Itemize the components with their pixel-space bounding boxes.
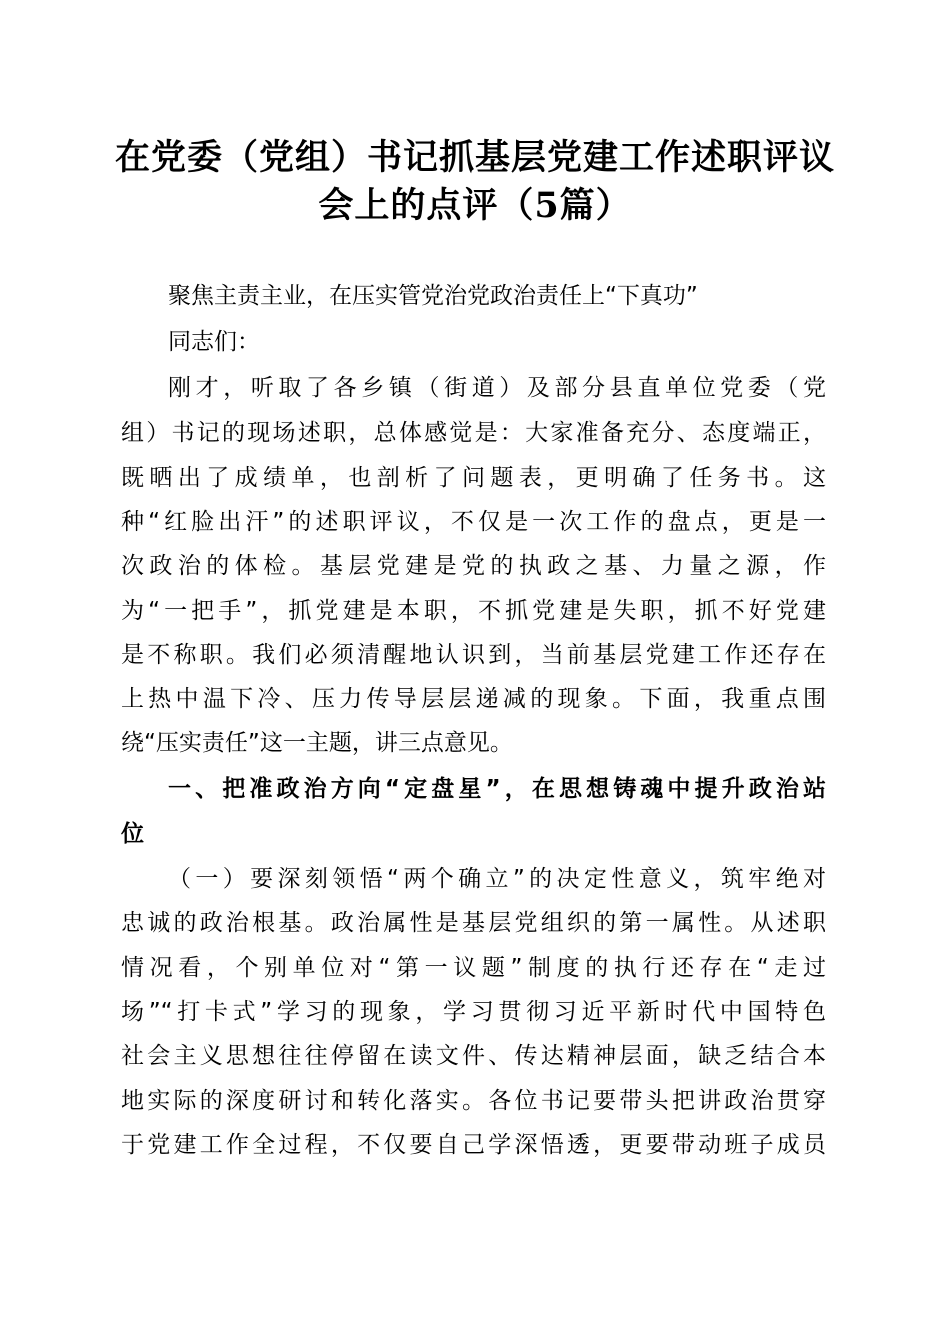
document-title-line-1: 在党委（党组）书记抓基层党建工作述职评议: [114, 137, 835, 178]
paragraph-1-line: 既晒出了成绩单，也剖析了问题表，更明确了任务书。这: [121, 465, 826, 491]
heading-1-line: 一、把准政治方向“定盘星”，在思想铸魂中提升政治站: [168, 776, 826, 802]
paragraph-2-line: 情况看，个别单位对“第一议题”制度的执行还存在“走过: [121, 955, 826, 981]
paragraph-1-line: 绕“压实责任”这一主题，讲三点意见。: [121, 730, 513, 756]
paragraph-1-line: 刚才，听取了各乡镇（街道）及部分县直单位党委（党: [168, 375, 826, 401]
paragraph-1-line: 上热中温下冷、压力传导层层递减的现象。下面，我重点围: [121, 686, 826, 712]
paragraph-2-line: 场”“打卡式”学习的现象，学习贯彻习近平新时代中国特色: [121, 999, 826, 1025]
paragraph-2-line: 忠诚的政治根基。政治属性是基层党组织的第一属性。从述职: [121, 910, 826, 936]
paragraph-2-line: 地实际的深度研讨和转化落实。各位书记要带头把讲政治贯穿: [121, 1088, 826, 1114]
paragraph-1-line: 次政治的体检。基层党建是党的执政之基、力量之源，作: [121, 553, 826, 579]
paragraph-2-line: 于党建工作全过程，不仅要自己学深悟透，更要带动班子成员: [121, 1132, 826, 1158]
document-title-line-2: 会上的点评（5篇）: [318, 185, 632, 226]
salutation: 同志们：: [168, 329, 260, 355]
paragraph-1-line: 组）书记的现场述职，总体感觉是：大家准备充分、态度端正，: [121, 420, 826, 446]
paragraph-2-line: 社会主义思想往往停留在读文件、传达精神层面，缺乏结合本: [121, 1043, 826, 1069]
paragraph-1-line: 为“一把手”，抓党建是本职，不抓党建是失职，抓不好党建: [121, 598, 826, 624]
paragraph-2-line: （一）要深刻领悟“两个确立”的决定性意义，筑牢绝对: [168, 866, 826, 892]
paragraph-1-line: 是不称职。我们必须清醒地认识到，当前基层党建工作还存在: [121, 642, 826, 668]
paragraph-1-line: 种“红脸出汗”的述职评议，不仅是一次工作的盘点，更是一: [121, 509, 826, 535]
subtitle: 聚焦主责主业，在压实管党治党政治责任上“下真功”: [168, 283, 698, 309]
heading-1-line: 位: [121, 821, 144, 847]
